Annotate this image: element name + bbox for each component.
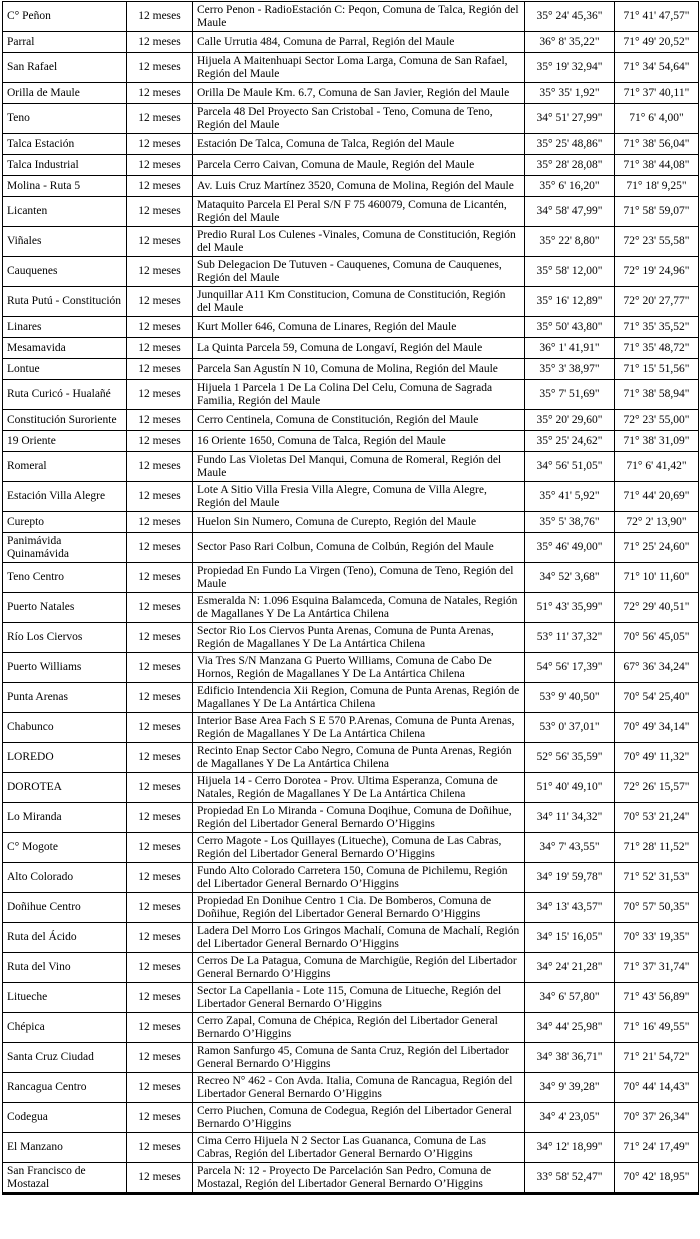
cell-name: Viñales bbox=[3, 227, 127, 257]
table-row bbox=[3, 32, 699, 53]
cell-lat: 34° 38' 36,71" bbox=[525, 1043, 615, 1073]
cell-name: Molina - Ruta 5 bbox=[3, 176, 127, 197]
cell-name: Orilla de Maule bbox=[3, 83, 127, 104]
cell-lat: 35° 25' 24,62" bbox=[525, 431, 615, 452]
cell-duration: 12 meses bbox=[127, 338, 193, 359]
table-row bbox=[3, 104, 699, 134]
cell-name: C° Peñon bbox=[3, 2, 127, 32]
cell-lon: 70° 56' 45,05" bbox=[615, 623, 699, 653]
cell-address: Sub Delegacion De Tutuven - Cauquenes, Comuna de Cauquenes, Región del Maule bbox=[193, 257, 525, 287]
cell-lon: 70° 49' 34,14" bbox=[615, 713, 699, 743]
stations-table bbox=[2, 1, 699, 1195]
cell-duration: 12 meses bbox=[127, 257, 193, 287]
cell-address: Propiedad En Donihue Centro 1 Cia. De Bomberos, Comuna de Doñihue, Región del Libertador General Bernardo O’Higgins bbox=[193, 893, 525, 923]
cell-lon: 71° 34' 54,64" bbox=[615, 53, 699, 83]
cell-lat: 35° 7' 51,69" bbox=[525, 380, 615, 410]
cell-address: Recreo N° 462 - Con Avda. Italia, Comuna de Rancagua, Región del Libertador General Bernardo O’Higgins bbox=[193, 1073, 525, 1103]
cell-lon: 71° 25' 24,60" bbox=[615, 533, 699, 563]
cell-name: Ruta Putú - Constitución bbox=[3, 287, 127, 317]
cell-name: Constitución Suroriente bbox=[3, 410, 127, 431]
cell-address: Sector Paso Rari Colbun, Comuna de Colbún, Región del Maule bbox=[193, 533, 525, 563]
cell-duration: 12 meses bbox=[127, 155, 193, 176]
cell-lat: 36° 8' 35,22" bbox=[525, 32, 615, 53]
cell-lat: 34° 19' 59,78" bbox=[525, 863, 615, 893]
cell-name: 19 Oriente bbox=[3, 431, 127, 452]
table-row bbox=[3, 338, 699, 359]
cell-address: Propiedad En Lo Miranda - Comuna Doqihue, Comuna de Doñihue, Región del Libertador General Bernardo O’Higgins bbox=[193, 803, 525, 833]
cell-lat: 52° 56' 35,59" bbox=[525, 743, 615, 773]
cell-duration: 12 meses bbox=[127, 410, 193, 431]
cell-name: Lo Miranda bbox=[3, 803, 127, 833]
table-row bbox=[3, 953, 699, 983]
cell-address: Cerro Piuchen, Comuna de Codegua, Región del Libertador General Bernardo O’Higgins bbox=[193, 1103, 525, 1133]
table-row bbox=[3, 713, 699, 743]
cell-lon: 72° 20' 27,77" bbox=[615, 287, 699, 317]
cell-duration: 12 meses bbox=[127, 923, 193, 953]
cell-lat: 36° 1' 41,91" bbox=[525, 338, 615, 359]
cell-duration: 12 meses bbox=[127, 563, 193, 593]
cell-lat: 35° 3' 38,97" bbox=[525, 359, 615, 380]
cell-address: Cima Cerro Hijuela N 2 Sector Las Guananca, Comuna de Las Cabras, Región del Libertador General Bernardo O’Higgins bbox=[193, 1133, 525, 1163]
cell-duration: 12 meses bbox=[127, 743, 193, 773]
table-row bbox=[3, 1103, 699, 1133]
cell-lat: 35° 41' 5,92" bbox=[525, 482, 615, 512]
cell-lon: 71° 52' 31,53" bbox=[615, 863, 699, 893]
table-row bbox=[3, 176, 699, 197]
table-row bbox=[3, 317, 699, 338]
table-row bbox=[3, 452, 699, 482]
cell-address: Predio Rural Los Culenes -Vinales, Comuna de Constitución, Región del Maule bbox=[193, 227, 525, 257]
cell-name: Cauquenes bbox=[3, 257, 127, 287]
cell-duration: 12 meses bbox=[127, 197, 193, 227]
cell-lon: 70° 53' 21,24" bbox=[615, 803, 699, 833]
cell-lat: 35° 16' 12,89" bbox=[525, 287, 615, 317]
cell-name: Licanten bbox=[3, 197, 127, 227]
cell-lat: 35° 28' 28,08" bbox=[525, 155, 615, 176]
cell-duration: 12 meses bbox=[127, 134, 193, 155]
cell-address: Fundo Las Violetas Del Manqui, Comuna de Romeral, Región del Maule bbox=[193, 452, 525, 482]
cell-lat: 34° 56' 51,05" bbox=[525, 452, 615, 482]
table-row bbox=[3, 833, 699, 863]
cell-lon: 71° 21' 54,72" bbox=[615, 1043, 699, 1073]
cell-address: Cerro Zapal, Comuna de Chépica, Región del Libertador General Bernardo O’Higgins bbox=[193, 1013, 525, 1043]
cell-duration: 12 meses bbox=[127, 1103, 193, 1133]
cell-duration: 12 meses bbox=[127, 452, 193, 482]
cell-duration: 12 meses bbox=[127, 380, 193, 410]
cell-name: Río Los Ciervos bbox=[3, 623, 127, 653]
table-row bbox=[3, 1013, 699, 1043]
cell-duration: 12 meses bbox=[127, 1073, 193, 1103]
table-row bbox=[3, 533, 699, 563]
cell-duration: 12 meses bbox=[127, 863, 193, 893]
cell-lon: 71° 24' 17,49" bbox=[615, 1133, 699, 1163]
cell-name: Ruta del Vino bbox=[3, 953, 127, 983]
table-row bbox=[3, 623, 699, 653]
table-row bbox=[3, 653, 699, 683]
table-row bbox=[3, 773, 699, 803]
cell-duration: 12 meses bbox=[127, 953, 193, 983]
cell-lat: 34° 51' 27,99" bbox=[525, 104, 615, 134]
cell-duration: 12 meses bbox=[127, 227, 193, 257]
cell-duration: 12 meses bbox=[127, 1013, 193, 1043]
cell-name: Estación Villa Alegre bbox=[3, 482, 127, 512]
cell-name: Mesamavida bbox=[3, 338, 127, 359]
cell-name: Curepto bbox=[3, 512, 127, 533]
cell-lon: 70° 54' 25,40" bbox=[615, 683, 699, 713]
cell-lat: 35° 20' 29,60" bbox=[525, 410, 615, 431]
cell-address: Hijuela A Maitenhuapi Sector Loma Larga, Comuna de San Rafael, Región del Maule bbox=[193, 53, 525, 83]
cell-duration: 12 meses bbox=[127, 833, 193, 863]
cell-address: Mataquito Parcela El Peral S/N F 75 460079, Comuna de Licantén, Región del Maule bbox=[193, 197, 525, 227]
cell-duration: 12 meses bbox=[127, 713, 193, 743]
table-row bbox=[3, 2, 699, 32]
cell-address: Kurt Moller 646, Comuna de Linares, Región del Maule bbox=[193, 317, 525, 338]
cell-lon: 71° 28' 11,52" bbox=[615, 833, 699, 863]
cell-duration: 12 meses bbox=[127, 983, 193, 1013]
cell-duration: 12 meses bbox=[127, 176, 193, 197]
table-row bbox=[3, 923, 699, 953]
cell-duration: 12 meses bbox=[127, 773, 193, 803]
cell-lon: 70° 33' 19,35" bbox=[615, 923, 699, 953]
cell-lat: 35° 50' 43,80" bbox=[525, 317, 615, 338]
cell-name: El Manzano bbox=[3, 1133, 127, 1163]
cell-lon: 70° 42' 18,95" bbox=[615, 1163, 699, 1194]
cell-name: C° Mogote bbox=[3, 833, 127, 863]
cell-address: Lote A Sitio Villa Fresia Villa Alegre, Comuna de Villa Alegre, Región del Maule bbox=[193, 482, 525, 512]
cell-lon: 71° 6' 4,00" bbox=[615, 104, 699, 134]
cell-lon: 70° 49' 11,32" bbox=[615, 743, 699, 773]
cell-lat: 35° 58' 12,00" bbox=[525, 257, 615, 287]
cell-name: Panimávida Quinamávida bbox=[3, 533, 127, 563]
cell-name: Lontue bbox=[3, 359, 127, 380]
cell-lon: 72° 29' 40,51" bbox=[615, 593, 699, 623]
cell-lon: 71° 49' 20,52" bbox=[615, 32, 699, 53]
cell-duration: 12 meses bbox=[127, 431, 193, 452]
cell-name: Codegua bbox=[3, 1103, 127, 1133]
cell-name: Talca Estación bbox=[3, 134, 127, 155]
table-row bbox=[3, 155, 699, 176]
cell-duration: 12 meses bbox=[127, 83, 193, 104]
cell-lon: 72° 23' 55,58" bbox=[615, 227, 699, 257]
cell-lat: 34° 4' 23,05" bbox=[525, 1103, 615, 1133]
table-row bbox=[3, 482, 699, 512]
cell-address: Via Tres S/N Manzana G Puerto Williams, Comuna de Cabo De Hornos, Región de Magallanes Y De La Antártica Chilena bbox=[193, 653, 525, 683]
cell-name: Chépica bbox=[3, 1013, 127, 1043]
table-row bbox=[3, 227, 699, 257]
cell-duration: 12 meses bbox=[127, 593, 193, 623]
cell-lat: 51° 40' 49,10" bbox=[525, 773, 615, 803]
table-row bbox=[3, 593, 699, 623]
cell-lon: 72° 23' 55,00" bbox=[615, 410, 699, 431]
cell-name: Linares bbox=[3, 317, 127, 338]
cell-lat: 34° 7' 43,55" bbox=[525, 833, 615, 863]
cell-lon: 71° 35' 35,52" bbox=[615, 317, 699, 338]
cell-lon: 71° 38' 31,09" bbox=[615, 431, 699, 452]
cell-address: Cerro Magote - Los Quillayes (Litueche), Comuna de Las Cabras, Región del Libertador General Bernardo O’Higgins bbox=[193, 833, 525, 863]
cell-lat: 35° 25' 48,86" bbox=[525, 134, 615, 155]
cell-address: Av. Luis Cruz Martínez 3520, Comuna de Molina, Región del Maule bbox=[193, 176, 525, 197]
cell-duration: 12 meses bbox=[127, 53, 193, 83]
cell-address: Huelon Sin Numero, Comuna de Curepto, Región del Maule bbox=[193, 512, 525, 533]
cell-duration: 12 meses bbox=[127, 533, 193, 563]
cell-address: Parcela 48 Del Proyecto San Cristobal - Teno, Comuna de Teno, Región del Maule bbox=[193, 104, 525, 134]
cell-duration: 12 meses bbox=[127, 512, 193, 533]
cell-duration: 12 meses bbox=[127, 317, 193, 338]
cell-duration: 12 meses bbox=[127, 893, 193, 923]
table-row bbox=[3, 380, 699, 410]
cell-address: Recinto Enap Sector Cabo Negro, Comuna de Punta Arenas, Región de Magallanes Y De La Antártica Chilena bbox=[193, 743, 525, 773]
cell-address: Fundo Alto Colorado Carretera 150, Comuna de Pichilemu, Región del Libertador General Bernardo O’Higgins bbox=[193, 863, 525, 893]
cell-lon: 71° 38' 56,04" bbox=[615, 134, 699, 155]
cell-lat: 53° 0' 37,01" bbox=[525, 713, 615, 743]
cell-address: 16 Oriente 1650, Comuna de Talca, Región del Maule bbox=[193, 431, 525, 452]
table-row bbox=[3, 257, 699, 287]
cell-duration: 12 meses bbox=[127, 2, 193, 32]
cell-name: Alto Colorado bbox=[3, 863, 127, 893]
cell-lon: 70° 37' 26,34" bbox=[615, 1103, 699, 1133]
table-row bbox=[3, 683, 699, 713]
table-row bbox=[3, 197, 699, 227]
cell-address: Parcela N: 12 - Proyecto De Parcelación San Pedro, Comuna de Mostazal, Región del Libertador General Bernardo O’Higgins bbox=[193, 1163, 525, 1194]
cell-duration: 12 meses bbox=[127, 1163, 193, 1194]
cell-lat: 34° 15' 16,05" bbox=[525, 923, 615, 953]
cell-lon: 67° 36' 34,24" bbox=[615, 653, 699, 683]
cell-lon: 71° 43' 56,89" bbox=[615, 983, 699, 1013]
cell-lat: 34° 9' 39,28" bbox=[525, 1073, 615, 1103]
cell-lon: 71° 16' 49,55" bbox=[615, 1013, 699, 1043]
cell-address: Propiedad En Fundo La Virgen (Teno), Comuna de Teno, Región del Maule bbox=[193, 563, 525, 593]
cell-lon: 71° 38' 58,94" bbox=[615, 380, 699, 410]
table-row bbox=[3, 563, 699, 593]
cell-lat: 34° 11' 34,32" bbox=[525, 803, 615, 833]
cell-address: Cerros De La Patagua, Comuna de Marchigüe, Región del Libertador General Bernardo O’Higgins bbox=[193, 953, 525, 983]
cell-address: Esmeralda N: 1.096 Esquina Balamceda, Comuna de Natales, Región de Magallanes Y De La Antártica Chilena bbox=[193, 593, 525, 623]
cell-duration: 12 meses bbox=[127, 803, 193, 833]
cell-address: Hijuela 14 - Cerro Dorotea - Prov. Ultima Esperanza, Comuna de Natales, Región de Magallanes Y De La Antártica Chilena bbox=[193, 773, 525, 803]
cell-duration: 12 meses bbox=[127, 683, 193, 713]
cell-lat: 35° 35' 1,92" bbox=[525, 83, 615, 104]
table-row bbox=[3, 1043, 699, 1073]
cell-address: Sector Rio Los Ciervos Punta Arenas, Comuna de Punta Arenas, Región de Magallanes Y De La Antártica Chilena bbox=[193, 623, 525, 653]
cell-name: Puerto Natales bbox=[3, 593, 127, 623]
cell-duration: 12 meses bbox=[127, 1133, 193, 1163]
table-row bbox=[3, 431, 699, 452]
cell-duration: 12 meses bbox=[127, 653, 193, 683]
table-row bbox=[3, 53, 699, 83]
cell-lat: 34° 24' 21,28" bbox=[525, 953, 615, 983]
table-row bbox=[3, 743, 699, 773]
cell-lon: 71° 44' 20,69" bbox=[615, 482, 699, 512]
cell-lon: 70° 44' 14,43" bbox=[615, 1073, 699, 1103]
cell-lon: 71° 18' 9,25" bbox=[615, 176, 699, 197]
cell-duration: 12 meses bbox=[127, 359, 193, 380]
cell-name: DOROTEA bbox=[3, 773, 127, 803]
cell-lon: 72° 19' 24,96" bbox=[615, 257, 699, 287]
cell-address: Hijuela 1 Parcela 1 De La Colina Del Celu, Comuna de Sagrada Familia, Región del Maule bbox=[193, 380, 525, 410]
cell-lat: 53° 11' 37,32" bbox=[525, 623, 615, 653]
cell-address: Cerro Centinela, Comuna de Constitución, Región del Maule bbox=[193, 410, 525, 431]
cell-lat: 34° 58' 47,99" bbox=[525, 197, 615, 227]
table-row bbox=[3, 134, 699, 155]
cell-name: Puerto Williams bbox=[3, 653, 127, 683]
cell-lat: 34° 12' 18,99" bbox=[525, 1133, 615, 1163]
cell-duration: 12 meses bbox=[127, 287, 193, 317]
cell-address: Ladera Del Morro Los Gringos Machalí, Comuna de Machalí, Región del Libertador General Bernardo O’Higgins bbox=[193, 923, 525, 953]
cell-name: Ruta del Ácido bbox=[3, 923, 127, 953]
cell-lon: 71° 58' 59,07" bbox=[615, 197, 699, 227]
table-row bbox=[3, 803, 699, 833]
cell-lat: 34° 52' 3,68" bbox=[525, 563, 615, 593]
table-row bbox=[3, 512, 699, 533]
cell-lat: 35° 19' 32,94" bbox=[525, 53, 615, 83]
table-row bbox=[3, 1073, 699, 1103]
cell-name: Litueche bbox=[3, 983, 127, 1013]
cell-lat: 51° 43' 35,99" bbox=[525, 593, 615, 623]
cell-address: Calle Urrutia 484, Comuna de Parral, Región del Maule bbox=[193, 32, 525, 53]
cell-name: LOREDO bbox=[3, 743, 127, 773]
cell-lon: 71° 35' 48,72" bbox=[615, 338, 699, 359]
cell-name: Doñihue Centro bbox=[3, 893, 127, 923]
cell-address: Estación De Talca, Comuna de Talca, Región del Maule bbox=[193, 134, 525, 155]
cell-lat: 34° 13' 43,57" bbox=[525, 893, 615, 923]
cell-lon: 70° 57' 50,35" bbox=[615, 893, 699, 923]
cell-name: Parral bbox=[3, 32, 127, 53]
cell-duration: 12 meses bbox=[127, 482, 193, 512]
cell-lat: 53° 9' 40,50" bbox=[525, 683, 615, 713]
table-row bbox=[3, 83, 699, 104]
table-row bbox=[3, 1133, 699, 1163]
cell-duration: 12 meses bbox=[127, 623, 193, 653]
table-row bbox=[3, 983, 699, 1013]
cell-address: Parcela Cerro Caivan, Comuna de Maule, Región del Maule bbox=[193, 155, 525, 176]
table-row bbox=[3, 359, 699, 380]
cell-name: Romeral bbox=[3, 452, 127, 482]
cell-name: Teno Centro bbox=[3, 563, 127, 593]
cell-address: Junquillar A11 Km Constitucion, Comuna de Constitución, Región del Maule bbox=[193, 287, 525, 317]
cell-lat: 35° 22' 8,80" bbox=[525, 227, 615, 257]
cell-name: Chabunco bbox=[3, 713, 127, 743]
cell-lat: 35° 5' 38,76" bbox=[525, 512, 615, 533]
cell-lat: 35° 46' 49,00" bbox=[525, 533, 615, 563]
cell-lat: 35° 6' 16,20" bbox=[525, 176, 615, 197]
cell-lat: 54° 56' 17,39" bbox=[525, 653, 615, 683]
cell-name: Santa Cruz Ciudad bbox=[3, 1043, 127, 1073]
cell-lon: 72° 2' 13,90" bbox=[615, 512, 699, 533]
cell-lon: 71° 10' 11,60" bbox=[615, 563, 699, 593]
table-row bbox=[3, 893, 699, 923]
cell-address: Edificio Intendencia Xii Region, Comuna de Punta Arenas, Región de Magallanes Y De La Antártica Chilena bbox=[193, 683, 525, 713]
cell-address: Sector La Capellania - Lote 115, Comuna de Litueche, Región del Libertador General Bernardo O’Higgins bbox=[193, 983, 525, 1013]
cell-lon: 72° 26' 15,57" bbox=[615, 773, 699, 803]
cell-address: Parcela San Agustín N 10, Comuna de Molina, Región del Maule bbox=[193, 359, 525, 380]
cell-lat: 35° 24' 45,36" bbox=[525, 2, 615, 32]
cell-duration: 12 meses bbox=[127, 32, 193, 53]
cell-address: Interior Base Area Fach S E 570 P.Arenas, Comuna de Punta Arenas, Región de Magallanes Y De La Antártica Chilena bbox=[193, 713, 525, 743]
cell-name: San Rafael bbox=[3, 53, 127, 83]
cell-address: Orilla De Maule Km. 6.7, Comuna de San Javier, Región del Maule bbox=[193, 83, 525, 104]
table-row bbox=[3, 1163, 699, 1194]
stations-table-body bbox=[3, 2, 699, 1194]
cell-name: Teno bbox=[3, 104, 127, 134]
cell-name: Ruta Curicó - Hualañé bbox=[3, 380, 127, 410]
cell-name: Rancagua Centro bbox=[3, 1073, 127, 1103]
cell-lon: 71° 37' 31,74" bbox=[615, 953, 699, 983]
cell-address: Cerro Penon - RadioEstación C: Peqon, Comuna de Talca, Región del Maule bbox=[193, 2, 525, 32]
cell-lon: 71° 41' 47,57" bbox=[615, 2, 699, 32]
table-row bbox=[3, 863, 699, 893]
cell-name: Talca Industrial bbox=[3, 155, 127, 176]
cell-lon: 71° 6' 41,42" bbox=[615, 452, 699, 482]
cell-lon: 71° 15' 51,56" bbox=[615, 359, 699, 380]
table-row bbox=[3, 287, 699, 317]
cell-lat: 33° 58' 52,47" bbox=[525, 1163, 615, 1194]
cell-duration: 12 meses bbox=[127, 104, 193, 134]
cell-lat: 34° 44' 25,98" bbox=[525, 1013, 615, 1043]
cell-lon: 71° 37' 40,11" bbox=[615, 83, 699, 104]
cell-address: Ramon Sanfurgo 45, Comuna de Santa Cruz, Región del Libertador General Bernardo O’Higgins bbox=[193, 1043, 525, 1073]
cell-lat: 34° 6' 57,80" bbox=[525, 983, 615, 1013]
cell-name: Punta Arenas bbox=[3, 683, 127, 713]
cell-address: La Quinta Parcela 59, Comuna de Longaví, Región del Maule bbox=[193, 338, 525, 359]
cell-lon: 71° 38' 44,08" bbox=[615, 155, 699, 176]
cell-duration: 12 meses bbox=[127, 1043, 193, 1073]
cell-name: San Francisco de Mostazal bbox=[3, 1163, 127, 1194]
table-row bbox=[3, 410, 699, 431]
